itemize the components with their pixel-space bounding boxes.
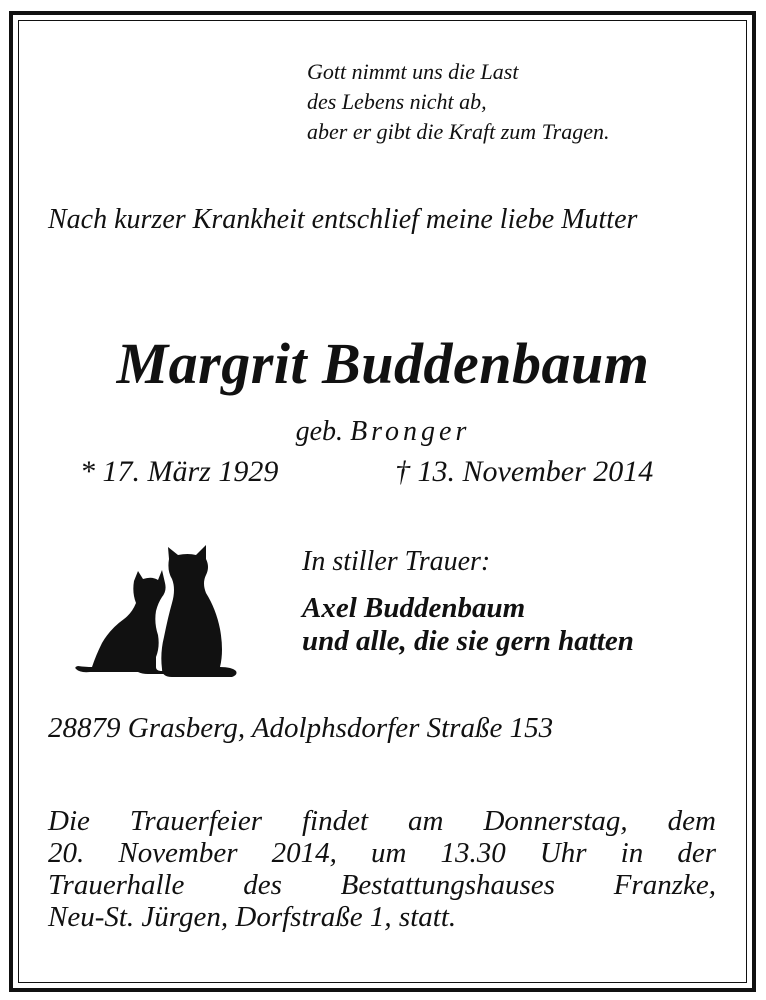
birth-date: * 17. März 1929 [80, 455, 279, 488]
service-line: Neu-St. Jürgen, Dorfstraße 1, statt. [48, 901, 457, 933]
motto-verse [307, 57, 610, 147]
mourner-line: Axel Buddenbaum [302, 592, 526, 624]
funeral-service-text [48, 805, 716, 933]
mourner-line: und alle, die sie gern hatten [302, 625, 634, 657]
motto-line: Gott nimmt uns die Last [307, 59, 519, 84]
service-line: Trauerhalle des Bestattungshauses Franzke, [48, 869, 716, 901]
service-line: 20. November 2014, um 13.30 Uhr in der [48, 837, 716, 869]
death-date: † 13. November 2014 [395, 455, 654, 488]
motto-line: aber er gibt die Kraft zum Tragen. [307, 119, 610, 144]
address: 28879 Grasberg, Adolphsdorfer Straße 153 [48, 712, 554, 744]
intro-text: Nach kurzer Krankheit entschlief meine liebe Mutter [48, 204, 638, 235]
two-cats-silhouette-icon [72, 543, 238, 683]
mourners-list [302, 592, 634, 658]
service-line: Die Trauerfeier findet am Donnerstag, dem [48, 805, 716, 837]
motto-line: des Lebens nicht ab, [307, 89, 487, 114]
maiden-name: Bronger [350, 416, 471, 447]
deceased-name: Margrit Buddenbaum [116, 331, 650, 396]
mourning-heading: In stiller Trauer: [302, 546, 491, 577]
maiden-name-line [0, 416, 766, 448]
born-prefix: geb. [295, 416, 344, 447]
